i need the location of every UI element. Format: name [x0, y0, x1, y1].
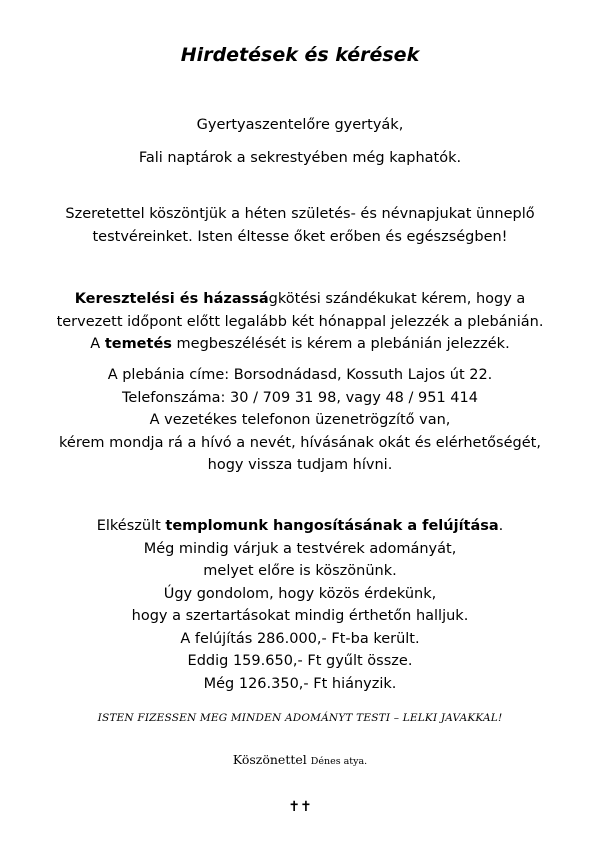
contact-line-5: hogy vissza tudjam hívni. [207, 457, 393, 473]
sacraments-line-3-start: A [90, 336, 105, 352]
sacraments-line-3-rest: megbeszélését is kérem a plebánián jelezzék. [171, 336, 510, 352]
contact-phone: Telefonszáma: 30 / 709 31 98, vagy 48 / 951 414 [122, 389, 478, 406]
candles-line-1: Gyertyaszentelőre gyertyák, [196, 117, 404, 133]
renovation-cost: A felújítás 286.000,- Ft-ba került. [180, 630, 420, 647]
renovation-line-3: melyet előre is köszönünk. [203, 563, 397, 579]
contact-address: A plebánia címe: Borsodnádasd, Kossuth Lajos út 22. [107, 367, 493, 383]
sacraments-notice [10, 288, 590, 356]
birthday-line-2: testvéreinket. Isten éltesse őket erőben és egészségben! [92, 228, 508, 245]
candles-line-2: Fali naptárok a sekrestyében még kaphatók. [138, 149, 462, 166]
parish-contact [10, 364, 590, 477]
sacraments-line-3 [10, 333, 590, 356]
renovation-bold-phrase: templomunk hangosításának a felújítása [165, 518, 499, 534]
contact-line-4: kérem mondja rá a hívó a nevét, hívásának okát és elérhetőségét, [59, 434, 541, 451]
renovation-collected: Eddig 159.650,- Ft gyűlt össze. [187, 653, 413, 669]
sacraments-line-1-rest: gkötési szándékukat kérem, hogy a [268, 291, 526, 307]
renovation-line-4: Úgy gondolom, hogy közös érdekünk, [163, 585, 437, 602]
blessing-motto: ISTEN FIZESSEN MEG MINDEN ADOMÁNYT TESTI – LELKI JAVAKKAL! [97, 712, 503, 724]
contact-line-3: A vezetékes telefonon üzenetrögzítő van, [149, 412, 451, 428]
priest-signature: Dénes atya. [310, 756, 368, 767]
renovation-notice [10, 515, 590, 695]
page-title: Hirdetések és kérések [180, 44, 420, 66]
birthday-greeting [10, 203, 590, 248]
renovation-line-2: Még mindig várjuk a testvérek adományát, [143, 540, 457, 557]
sacraments-line-1 [10, 288, 590, 311]
renovation-line-1 [10, 515, 590, 538]
signature-line [0, 752, 600, 767]
renovation-line-5: hogy a szertartásokat mindig érthetőn halljuk. [131, 608, 469, 624]
candles-notice [10, 114, 590, 169]
renovation-missing: Még 126.350,- Ft hiányzik. [203, 675, 397, 692]
thanks-text: Köszönettel [232, 752, 307, 767]
sacraments-bold-phrase: Keresztelési és házassá [74, 291, 269, 307]
sacraments-line-2: tervezett időpont előtt legalább két hónappal jelezzék a plebánián. [56, 313, 544, 330]
birthday-line-1: Szeretettel köszöntjük a héten születés- és névnapjukat ünneplő [65, 206, 535, 222]
renovation-line-1-end: . [498, 518, 504, 534]
cross-icon: ✝✝ [288, 799, 312, 815]
renovation-line-1-start: Elkészült [96, 518, 166, 534]
funeral-word: temetés [104, 336, 172, 352]
